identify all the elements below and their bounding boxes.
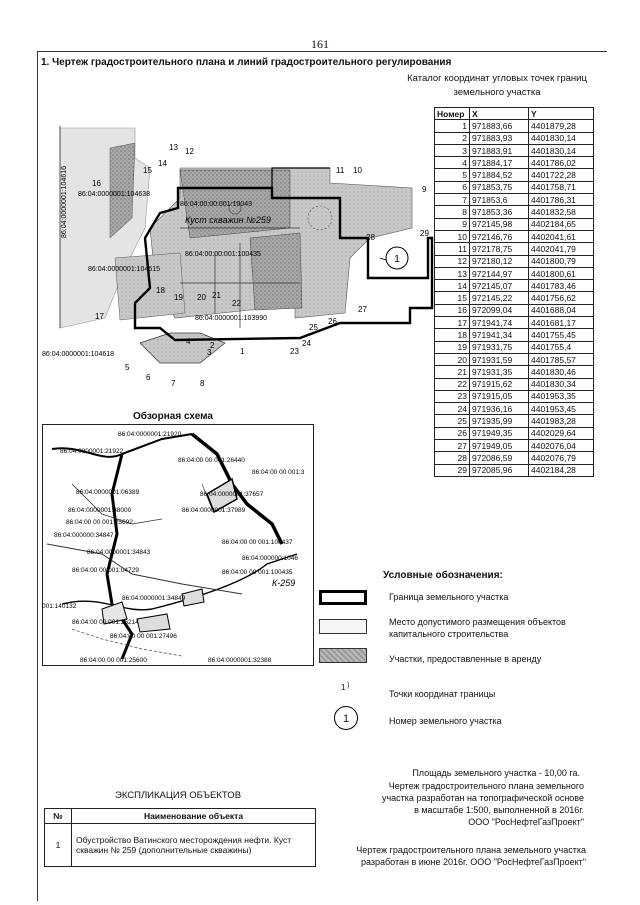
table-row (435, 427, 594, 439)
table-cell: 4401879,28 (529, 120, 594, 132)
section-title: 1. Чертеж градостроительного плана и линий градостроительного регулирования (41, 57, 452, 68)
column-header: Наименование объекта (72, 809, 316, 824)
point-label: 15 (143, 166, 152, 175)
table-row (435, 267, 594, 279)
table-cell: 4401800,61 (529, 267, 594, 279)
table-cell: 4401722,28 (529, 169, 594, 181)
table-cell: 4401688,04 (529, 304, 594, 316)
legend-label: Точки координат границы (389, 689, 496, 699)
parcel-label: 86:04:00:00:001:10043 (180, 201, 253, 208)
coordinates-table (434, 107, 594, 477)
explication-table (44, 808, 316, 867)
table-cell: 971936,16 (470, 403, 529, 415)
table-cell: 972180,12 (470, 255, 529, 267)
legend-point-symbol: 1 (341, 683, 346, 692)
table-cell: 16 (435, 304, 470, 316)
table-row (435, 292, 594, 304)
table-cell: 971853,36 (470, 206, 529, 218)
table-cell: 20 (435, 353, 470, 365)
table-row (435, 464, 594, 476)
table-cell: 4401983,28 (529, 415, 594, 427)
overview-label: 86:04:00 00 001:26214 (72, 619, 139, 626)
table-row (435, 181, 594, 193)
table-cell: 971941,74 (470, 317, 529, 329)
legend-rented-swatch (319, 648, 367, 663)
point-label: 16 (92, 179, 101, 188)
point-label: 19 (174, 293, 183, 302)
table-cell: 4401755,45 (529, 329, 594, 341)
table-cell: 4401755,4 (529, 341, 594, 353)
overview-label: 86:04:000000:34847 (54, 532, 114, 539)
table-cell: 972178,75 (470, 243, 529, 255)
overview-label: 86:04:00 00 001:25600 (80, 657, 147, 664)
table-cell: 972145,07 (470, 280, 529, 292)
table-cell: 4401786,31 (529, 194, 594, 206)
table-cell: 971915,05 (470, 390, 529, 402)
table-row (435, 194, 594, 206)
table-row (435, 206, 594, 218)
legend-point-mark: ) (347, 682, 350, 689)
point-label: 4 (186, 337, 191, 346)
overview-label: 86:04:0000001:37657 (200, 491, 264, 498)
table-cell: 4402029,64 (529, 427, 594, 439)
point-label: 25 (309, 323, 318, 332)
table-cell: 971853,75 (470, 181, 529, 193)
column-header: X (470, 108, 529, 120)
legend-label: Граница земельного участка (389, 592, 509, 602)
parcel-number-marker: 1 (394, 254, 400, 265)
table-cell: 14 (435, 280, 470, 292)
overview-title: Обзорная схема (133, 411, 213, 422)
table-row (435, 218, 594, 230)
point-label: 10 (353, 166, 362, 175)
table-cell: 971883,66 (470, 120, 529, 132)
parcel-label: 86:04:00:00:001:100435 (185, 251, 261, 258)
table-cell: 4 (435, 157, 470, 169)
topo-note (300, 780, 584, 828)
parcel-label: 86:04:0000001:104618 (42, 351, 115, 358)
legend-parcel-number-symbol: 1 (334, 706, 358, 730)
table-cell: 15 (435, 292, 470, 304)
table-cell: 21 (435, 366, 470, 378)
table-row (435, 366, 594, 378)
table-cell: 29 (435, 464, 470, 476)
overview-label: 86:04:0000001:32388 (208, 657, 272, 664)
note-line: Чертеж градостроительного плана земельного участка (356, 845, 586, 855)
point-label: 5 (125, 363, 130, 372)
legend-boundary-swatch (319, 590, 367, 605)
table-cell: 4402076,04 (529, 440, 594, 452)
table-cell: 17 (435, 317, 470, 329)
table-cell: 4401830,34 (529, 378, 594, 390)
coordinates-table-body (435, 120, 594, 477)
table-cell: 4401953,35 (529, 390, 594, 402)
point-label: 9 (422, 185, 427, 194)
point-label: 29 (420, 229, 429, 238)
table-cell: 4401953,45 (529, 403, 594, 415)
site-name-label: Куст скважин №259 (185, 215, 271, 225)
table-cell: 971935,99 (470, 415, 529, 427)
table-cell: 4401785,57 (529, 353, 594, 365)
legend-label: Номер земельного участка (389, 716, 502, 726)
point-label: 28 (366, 233, 375, 242)
table-cell: 4401830,14 (529, 132, 594, 144)
table-cell: 25 (435, 415, 470, 427)
overview-label: 86:04:00 00 001:3 (252, 469, 305, 476)
parcel-label: 86:04:0000001:104638 (78, 191, 151, 198)
table-row (45, 824, 316, 867)
table-cell: 972099,04 (470, 304, 529, 316)
explication-title: ЭКСПЛИКАЦИЯ ОБЪЕКТОВ (115, 790, 242, 801)
table-cell: 971931,75 (470, 341, 529, 353)
note-line: Чертеж градостроительного плана земельного (388, 781, 584, 791)
page-number: 161 (311, 37, 329, 51)
table-cell: 4401783,46 (529, 280, 594, 292)
table-cell: 971853,6 (470, 194, 529, 206)
table-row (435, 132, 594, 144)
legend-building-area-swatch (319, 619, 367, 634)
column-header: Номер (435, 108, 470, 120)
table-cell: 4401800,79 (529, 255, 594, 267)
table-row (435, 317, 594, 329)
table-row (435, 280, 594, 292)
table-cell: 10 (435, 230, 470, 242)
table-row (435, 144, 594, 156)
note-line: разработан в июне 2016г. ООО "РосНефтеГазПроект" (360, 857, 586, 867)
parcel-label: 86:04:0000001:104615 (88, 266, 161, 273)
table-cell: 8 (435, 206, 470, 218)
site-plan-drawing (40, 78, 440, 408)
table-cell: 19 (435, 341, 470, 353)
table-row (435, 169, 594, 181)
overview-label: 86:04:0000001:34849 (122, 595, 186, 602)
table-row (435, 243, 594, 255)
overview-label: 86:04:00 00 001:27496 (110, 633, 177, 640)
table-row (435, 390, 594, 402)
point-label: 14 (158, 159, 167, 168)
table-cell: 971884,17 (470, 157, 529, 169)
table-cell: 971883,93 (470, 132, 529, 144)
table-cell: 2 (435, 132, 470, 144)
legend-title: Условные обозначения: (383, 570, 503, 581)
point-label: 21 (212, 291, 221, 300)
table-row (435, 255, 594, 267)
table-cell: 11 (435, 243, 470, 255)
overview-label: 86:04:00 00 001:25692 (66, 519, 133, 526)
table-cell: 3 (435, 144, 470, 156)
table-cell: 4401830,14 (529, 144, 594, 156)
table-row (435, 378, 594, 390)
table-header-row (45, 809, 316, 824)
table-cell: 5 (435, 169, 470, 181)
point-label: 7 (171, 379, 176, 388)
column-header: Y (529, 108, 594, 120)
note-line: ООО "РосНефтеГазПроект" (468, 817, 584, 827)
overview-label: 001:140132 (42, 603, 77, 610)
table-cell: 4401756,62 (529, 292, 594, 304)
point-label: 11 (336, 166, 345, 175)
table-cell: 971949,35 (470, 427, 529, 439)
note-line: участка разработан на топографической основе (381, 793, 584, 803)
table-cell: Обустройство Ватинского месторождения нефти. Куст скважин № 259 (дополнительные скважины) (72, 824, 316, 867)
table-cell: 24 (435, 403, 470, 415)
overview-label: К-259 (272, 578, 296, 588)
table-cell: 22 (435, 378, 470, 390)
table-row (435, 415, 594, 427)
table-cell: 971883,91 (470, 144, 529, 156)
table-cell: 4402041,61 (529, 230, 594, 242)
table-row (435, 452, 594, 464)
overview-label: 86:04:00 00 001:100435 (222, 569, 293, 576)
point-label: 20 (197, 293, 206, 302)
table-cell: 4402076,79 (529, 452, 594, 464)
point-label: 27 (358, 305, 367, 314)
overview-label: 86:04:00 00 001:04729 (72, 567, 139, 574)
table-cell: 28 (435, 452, 470, 464)
parcel-label: 86:04:0000001:104616 (61, 165, 68, 238)
table-cell: 972144,97 (470, 267, 529, 279)
table-cell: 26 (435, 427, 470, 439)
overview-label: 86:04:00 00 001:100437 (222, 539, 293, 546)
table-row (435, 403, 594, 415)
point-label: 26 (328, 317, 337, 326)
table-cell: 4401681,17 (529, 317, 594, 329)
table-cell: 4402184,65 (529, 218, 594, 230)
overview-label: 86:04:00 00 001:26440 (178, 457, 245, 464)
table-cell: 4401786,02 (529, 157, 594, 169)
overview-label: 86:04:0000001:34843 (87, 549, 151, 556)
overview-label: 86:04:0000001:38000 (68, 507, 132, 514)
point-label: 1 (240, 347, 245, 356)
legend-label: Место допустимого размещения объектов капитального строительства (389, 617, 566, 639)
table-cell: 7 (435, 194, 470, 206)
table-cell: 4401832,58 (529, 206, 594, 218)
table-cell: 4401830,46 (529, 366, 594, 378)
table-cell: 972145,98 (470, 218, 529, 230)
table-cell: 4402184,28 (529, 464, 594, 476)
table-cell: 4401758,71 (529, 181, 594, 193)
table-cell: 971915,62 (470, 378, 529, 390)
table-row (435, 230, 594, 242)
table-row (435, 329, 594, 341)
table-header-row (435, 108, 594, 120)
point-label: 3 (207, 348, 212, 357)
overview-label: 86:04:000000:1046 (242, 555, 299, 562)
overview-label: 86:04:0000001:21920 (118, 431, 182, 438)
overview-label: 86:04:0000001:21922 (60, 448, 124, 455)
table-cell: 971941,34 (470, 329, 529, 341)
table-cell: 23 (435, 390, 470, 402)
table-cell: 4402041,79 (529, 243, 594, 255)
table-cell: 971931,35 (470, 366, 529, 378)
table-cell: 1 (435, 120, 470, 132)
point-label: 22 (232, 299, 241, 308)
table-cell: 18 (435, 329, 470, 341)
table-cell: 971949,05 (470, 440, 529, 452)
column-header: № (45, 809, 72, 824)
development-note (300, 844, 586, 868)
point-label: 24 (302, 339, 311, 348)
legend-label: Участки, предоставленные в аренду (389, 654, 542, 664)
table-row (435, 341, 594, 353)
table-row (435, 304, 594, 316)
point-label: 12 (185, 147, 194, 156)
catalog-title: Каталог координат угловых точек границ земельного участка (407, 73, 587, 98)
table-cell: 972145,22 (470, 292, 529, 304)
point-label: 23 (290, 347, 299, 356)
table-row (435, 157, 594, 169)
table-row (435, 440, 594, 452)
table-cell: 971931,59 (470, 353, 529, 365)
overview-map (42, 424, 314, 666)
table-cell: 9 (435, 218, 470, 230)
table-cell: 972086,59 (470, 452, 529, 464)
table-row (435, 353, 594, 365)
point-label: 18 (156, 286, 165, 295)
table-row (435, 120, 594, 132)
table-cell: 13 (435, 267, 470, 279)
parcel-label: 86:04:0000001:103990 (195, 315, 268, 322)
table-cell: 971884,52 (470, 169, 529, 181)
note-line: в масштабе 1:500, выполненной в 2016г. (414, 805, 584, 815)
table-cell: 1 (45, 824, 72, 867)
point-label: 8 (200, 379, 205, 388)
point-label: 2 (210, 341, 215, 350)
table-cell: 972146,76 (470, 230, 529, 242)
table-cell: 27 (435, 440, 470, 452)
point-label: 17 (95, 312, 104, 321)
overview-label: 86:04:0000001:37989 (182, 507, 246, 514)
point-label: 6 (146, 373, 151, 382)
table-cell: 12 (435, 255, 470, 267)
overview-label: 86:04:0000001:06389 (76, 489, 140, 496)
table-cell: 6 (435, 181, 470, 193)
area-text: Площадь земельного участка - 10,00 га. (412, 768, 580, 778)
table-cell: 972085,96 (470, 464, 529, 476)
point-label: 13 (169, 143, 178, 152)
